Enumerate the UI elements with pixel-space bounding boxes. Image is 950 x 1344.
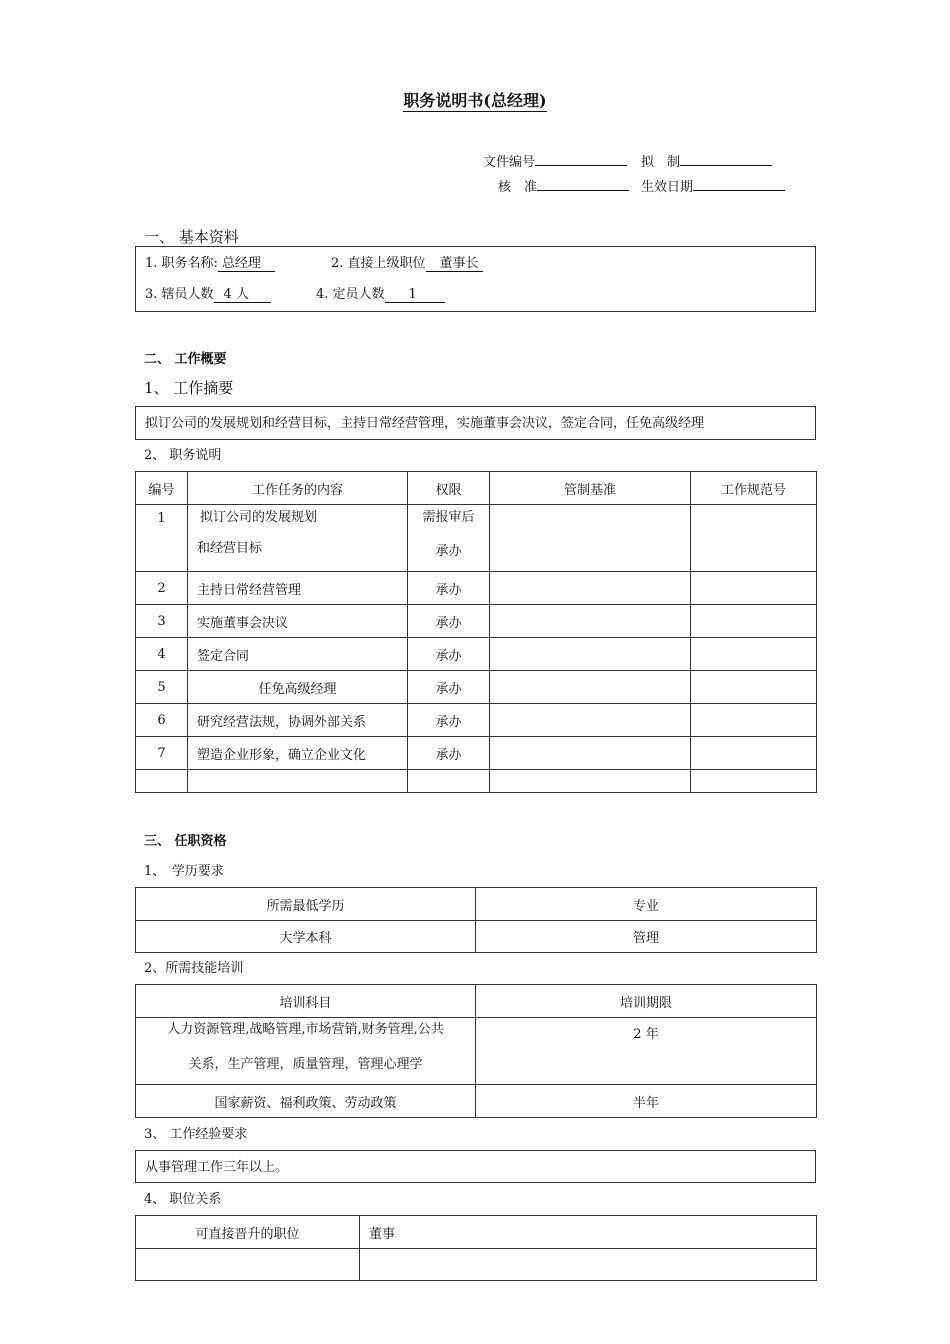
duties-table (135, 471, 817, 793)
doc-number-field: 文件编号 (483, 151, 627, 170)
table-row: 5 任免高级经理 承办 (136, 671, 817, 704)
table-row-empty (136, 770, 817, 793)
table-row: 可直接晋升的职位 董事 (136, 1216, 817, 1249)
header-no: 编号 (136, 472, 188, 505)
approve-field: 核 准 (498, 176, 629, 195)
table-row: 1 拟订公司的发展规划 和经营目标 需报审后 承办 (136, 505, 817, 572)
subordinates-field: 3. 辖员人数 4 人 (145, 283, 271, 302)
basic-info-box (135, 246, 816, 312)
table-row: 6 研究经营法规，协调外部关系 承办 (136, 704, 817, 737)
table-row: 国家薪资、福利政策、劳动政策 半年 (136, 1085, 817, 1118)
section2-heading: 二、 工作概要 (144, 352, 227, 367)
header-task: 工作任务的内容 (188, 472, 408, 505)
table-row: 大学本科 管理 (136, 921, 817, 953)
training-header-row: 培训科目 培训期限 (136, 985, 817, 1018)
authority-cell: 需报审后 承办 (408, 505, 490, 572)
approve-blank (537, 178, 629, 191)
draft-field: 拟 制 (641, 151, 772, 170)
duties-header-row (136, 472, 817, 505)
table-row: 人力资源管理,战略管理,市场营销,财务管理,公共 关系，生产管理，质量管理，管理心理学 2 年 (136, 1018, 817, 1085)
relation-table (135, 1215, 817, 1281)
task-cell: 拟订公司的发展规划 和经营目标 (188, 505, 408, 572)
doc-number-blank (535, 153, 627, 166)
experience-heading: 3、 工作经验要求 (144, 1127, 248, 1142)
draft-blank (680, 153, 772, 166)
summary-text: 拟订公司的发展规划和经营目标，主持日常经营管理，实施董事会决议，签定合同，任免高级经理 (145, 416, 705, 431)
quota-field: 4. 定员人数 1 (316, 283, 445, 302)
education-header-row: 所需最低学历 专业 (136, 888, 817, 921)
education-table (135, 887, 817, 953)
training-table (135, 984, 817, 1118)
section1-heading: 一、 基本资料 (144, 228, 239, 246)
header-authority: 权限 (408, 472, 490, 505)
superior-field: 2. 直接上级职位 董事长 (331, 252, 483, 271)
section3-heading: 三、 任职资格 (144, 834, 227, 849)
duties-heading: 2、 职务说明 (144, 448, 222, 463)
summary-heading: 1、 工作摘要 (144, 379, 234, 397)
experience-text: 从事管理工作三年以上。 (145, 1160, 289, 1175)
training-heading: 2、所需技能培训 (144, 961, 244, 976)
table-row: 7 塑造企业形象，确立企业文化 承办 (136, 737, 817, 770)
education-heading: 1、 学历要求 (144, 864, 224, 879)
summary-box (135, 406, 816, 440)
header-spec-no: 工作规范号 (691, 472, 817, 505)
table-row: 3 实施董事会决议 承办 (136, 605, 817, 638)
effective-date-field: 生效日期 (641, 176, 785, 195)
experience-box (135, 1150, 816, 1183)
job-name-field: 1. 职务名称: 总经理 (145, 252, 275, 271)
effective-date-blank (693, 178, 785, 191)
page-title: 职务说明书(总经理) (403, 91, 547, 110)
table-row: 2 主持日常经营管理 承办 (136, 572, 817, 605)
table-row-empty (136, 1249, 817, 1281)
table-row: 4 签定合同 承办 (136, 638, 817, 671)
relation-heading: 4、 职位关系 (144, 1192, 222, 1207)
header-control-standard: 管制基准 (490, 472, 691, 505)
